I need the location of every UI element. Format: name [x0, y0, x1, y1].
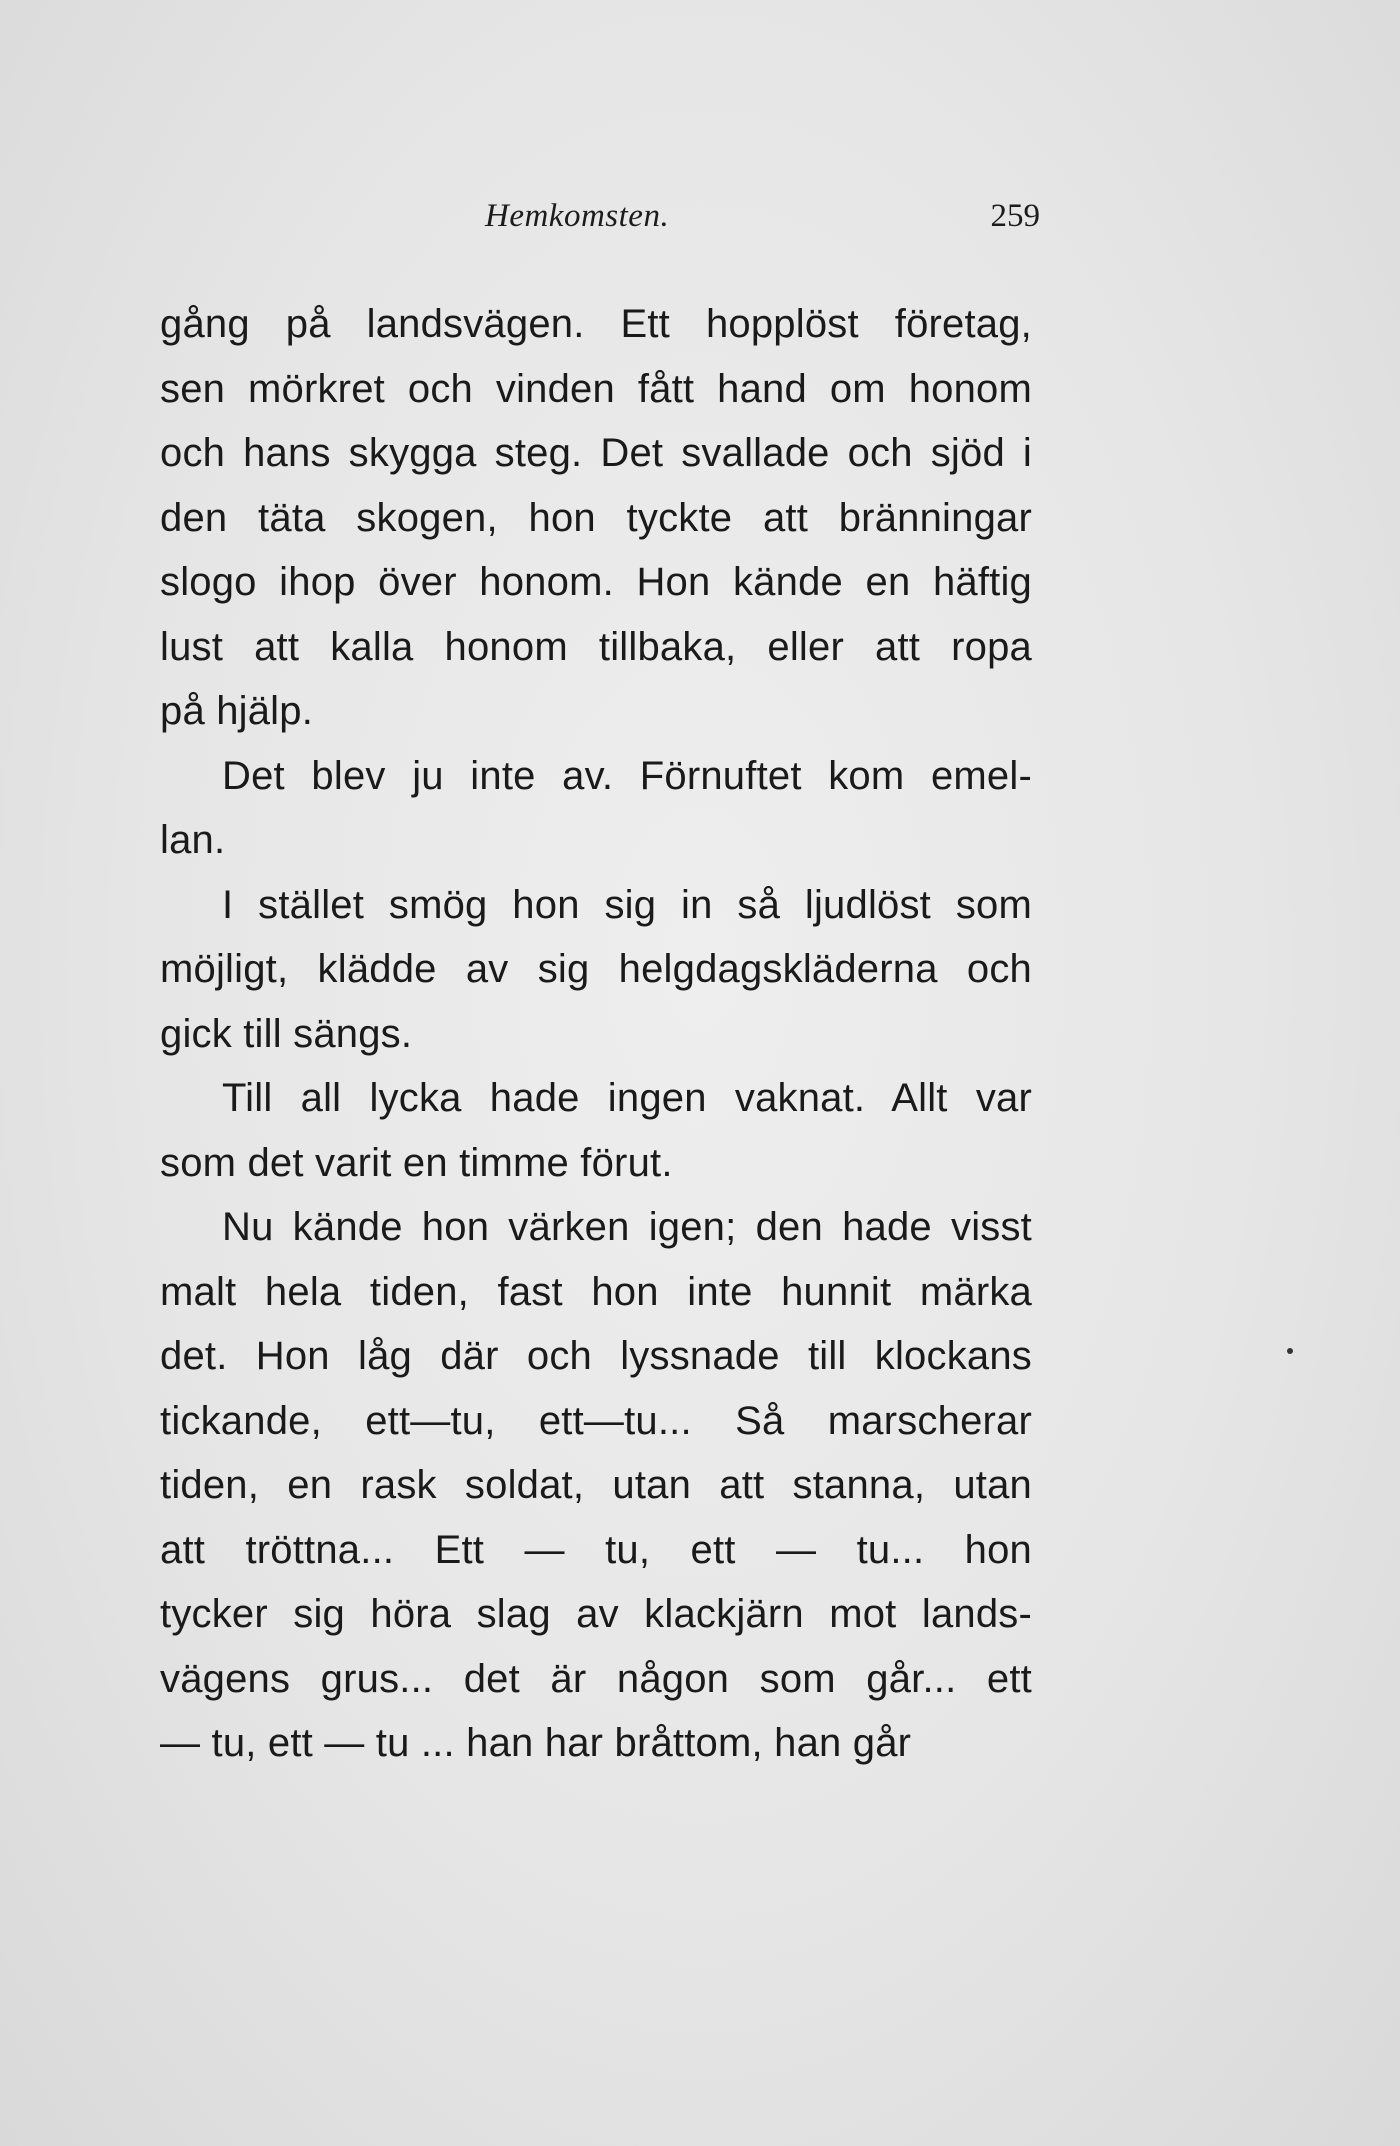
text-line: gång på landsvägen. Ett hopplöst företag,: [160, 302, 1032, 346]
text-line: gick till sängs.: [160, 1011, 413, 1056]
paragraph: [160, 292, 1032, 744]
text-line: att tröttna... Ett — tu, ett — tu... hon: [160, 1527, 1032, 1572]
text-line: slogo ihop över honom. Hon kände en häftig: [160, 560, 1032, 604]
running-title: Hemkomsten.: [485, 198, 670, 234]
text-line: — tu, ett — tu ... han har bråttom, han går: [160, 1721, 912, 1765]
text-line: möjligt, klädde av sig helgdagskläderna och: [160, 947, 1032, 991]
page-header: [160, 198, 1040, 248]
text-line: I stället smög hon sig in så ljudlöst som: [222, 882, 1032, 927]
text-line: malt hela tiden, fast hon inte hunnit märka: [160, 1269, 1032, 1314]
text-line: och hans skygga steg. Det svallade och sjöd i: [160, 431, 1032, 475]
paragraph: [160, 873, 1032, 1067]
body-text: [160, 292, 1032, 1776]
text-line: Nu kände hon värken igen; den hade visst: [222, 1205, 1032, 1249]
text-line: tycker sig höra slag av klackjärn mot lands-: [160, 1592, 1032, 1636]
text-line: som det varit en timme förut.: [160, 1140, 673, 1185]
text-line: på hjälp.: [160, 689, 314, 733]
print-speck: [1287, 1348, 1293, 1354]
text-line: Till all lycka hade ingen vaknat. Allt var: [222, 1076, 1032, 1120]
paragraph: [160, 744, 1032, 873]
text-line: tiden, en rask soldat, utan att stanna, utan: [160, 1463, 1032, 1507]
paragraph: [160, 1195, 1032, 1776]
text-line: det. Hon låg där och lyssnade till klockans: [160, 1334, 1032, 1378]
text-line: tickande, ett—tu, ett—tu... Så marscherar: [160, 1398, 1032, 1443]
text-line: vägens grus... det är någon som går... ett: [160, 1656, 1032, 1701]
page-number: 259: [990, 198, 1040, 234]
text-line: sen mörkret och vinden fått hand om honom: [160, 366, 1032, 411]
text-line: lust att kalla honom tillbaka, eller att ropa: [160, 624, 1032, 669]
text-line: den täta skogen, hon tyckte att bränningar: [160, 495, 1032, 540]
text-line: lan.: [160, 818, 226, 862]
text-line: Det blev ju inte av. Förnuftet kom emel-: [222, 753, 1032, 798]
paragraph: [160, 1066, 1032, 1195]
